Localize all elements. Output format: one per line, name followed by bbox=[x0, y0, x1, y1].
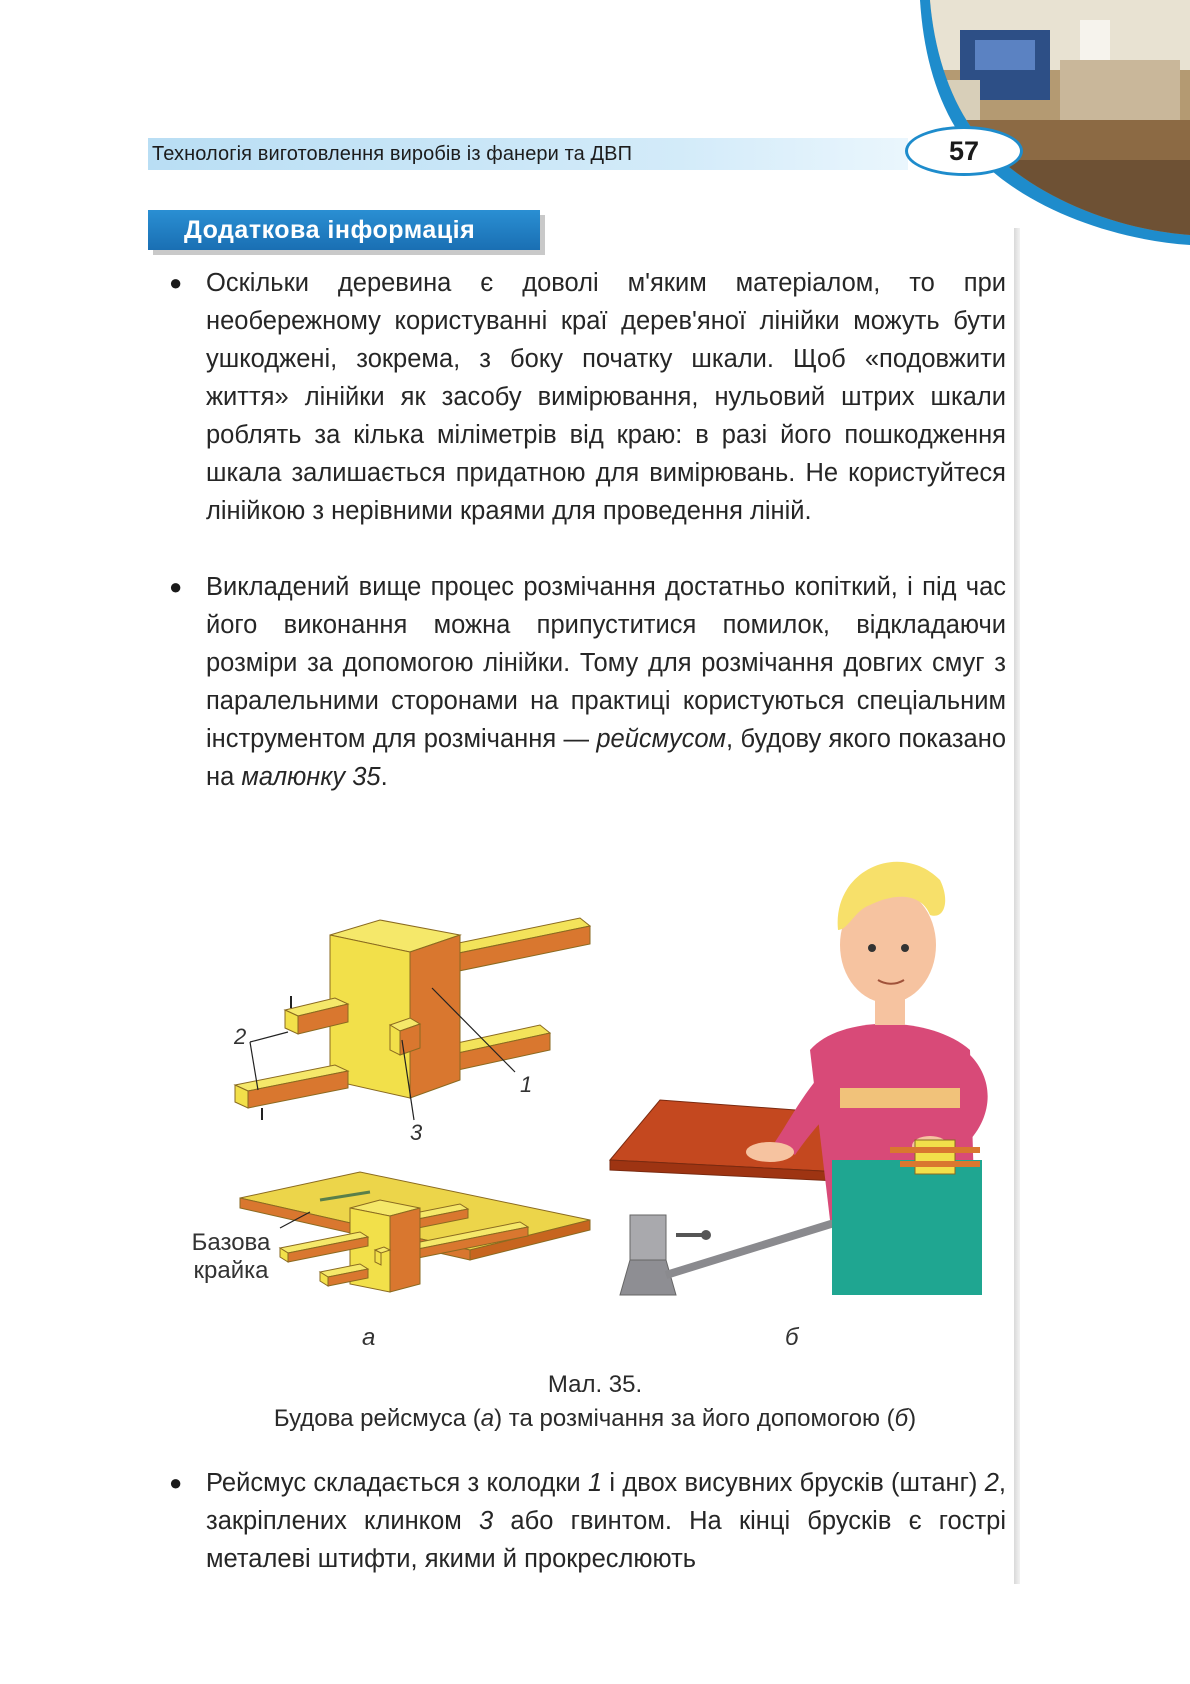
paragraph-1: Оскільки деревина є доволі м'яким матеріалом, то при необережному користуванні краї дерев'яної лінійки можуть бути ушкоджені, зокрема, з боку початку шкали. Щоб «подовжити життя» лінійки як засобу вимірювання, нульовий штрих шкали роблять за кілька міліметрів від краю: в разі його пошкодження шкала залишається придатною для вимірювань. Не користуйтеся лінійкою з нерівними краями для проведення ліній. bbox=[206, 269, 1006, 525]
paragraph-3-text: Рейсмус складається з колодки bbox=[206, 1469, 588, 1497]
gauge-on-plank-illustration bbox=[240, 1172, 590, 1292]
figure-caption-number: Мал. 35. bbox=[547, 1371, 643, 1398]
figure-label-b: б bbox=[785, 1324, 799, 1351]
figure-caption-text: ) та розмічання за його допомогою ( bbox=[494, 1405, 895, 1432]
figure-caption-mark: а bbox=[480, 1405, 495, 1432]
paragraph-2-text: , будову якого показано на bbox=[206, 725, 1006, 791]
paragraph-2-text: . bbox=[380, 763, 388, 791]
paragraph-3-text: або гвинтом. На кінці брусків є гострі металеві штифти, якими й прокреслюють bbox=[206, 1507, 1007, 1573]
paragraph-3 bbox=[206, 1464, 1006, 1578]
bullet-icon: ● bbox=[169, 270, 183, 295]
callout-3: 3 bbox=[410, 1120, 423, 1145]
base-edge-label-line: крайка bbox=[193, 1257, 269, 1284]
paragraph-3-text: і двох висувних брусків (штанг) bbox=[602, 1469, 985, 1497]
figure-caption-text: Будова рейсмуса ( bbox=[273, 1405, 481, 1432]
part-number: 2 bbox=[984, 1469, 999, 1497]
page-number-badge: 57 bbox=[905, 126, 1023, 176]
figure-label-a: а bbox=[362, 1324, 376, 1351]
marking-gauge-illustration bbox=[233, 918, 590, 1145]
bullet-icon: ● bbox=[169, 574, 183, 599]
figure-caption-mark: б bbox=[894, 1405, 909, 1432]
section-label: Додаткова інформація bbox=[184, 216, 476, 244]
figure-caption bbox=[0, 1405, 1190, 1433]
running-header-title: Технологія виготовлення виробів із фанери та ДВП bbox=[152, 143, 633, 165]
paragraph-2 bbox=[206, 568, 1006, 796]
callout-1: 1 bbox=[520, 1072, 533, 1097]
base-edge-label bbox=[176, 1229, 286, 1285]
callout-2: 2 bbox=[234, 1024, 247, 1049]
part-number: 1 bbox=[587, 1469, 603, 1497]
base-edge-label-line: Базова bbox=[191, 1229, 271, 1256]
figure-b-illustration bbox=[600, 820, 1010, 1300]
paragraph-3-text: , закріплених клинком bbox=[206, 1469, 1006, 1535]
part-number: 3 bbox=[479, 1507, 494, 1535]
bullet-icon: ● bbox=[169, 1470, 183, 1495]
paragraph-2-text: Викладений вище процес розмічання достатньо копіткий, і під час його виконання можна припуститися помилок, відкладаючи розміри за допомогою лінійки. Тому для розмічання довгих смуг з паралельними сторонами на практиці користуються спеціальним інструментом для розмічання — bbox=[206, 573, 1006, 753]
figure-reference: малюнку 35 bbox=[241, 763, 381, 791]
figure-caption-text: ) bbox=[908, 1405, 917, 1432]
term-reismus: рейсмусом bbox=[596, 725, 726, 753]
